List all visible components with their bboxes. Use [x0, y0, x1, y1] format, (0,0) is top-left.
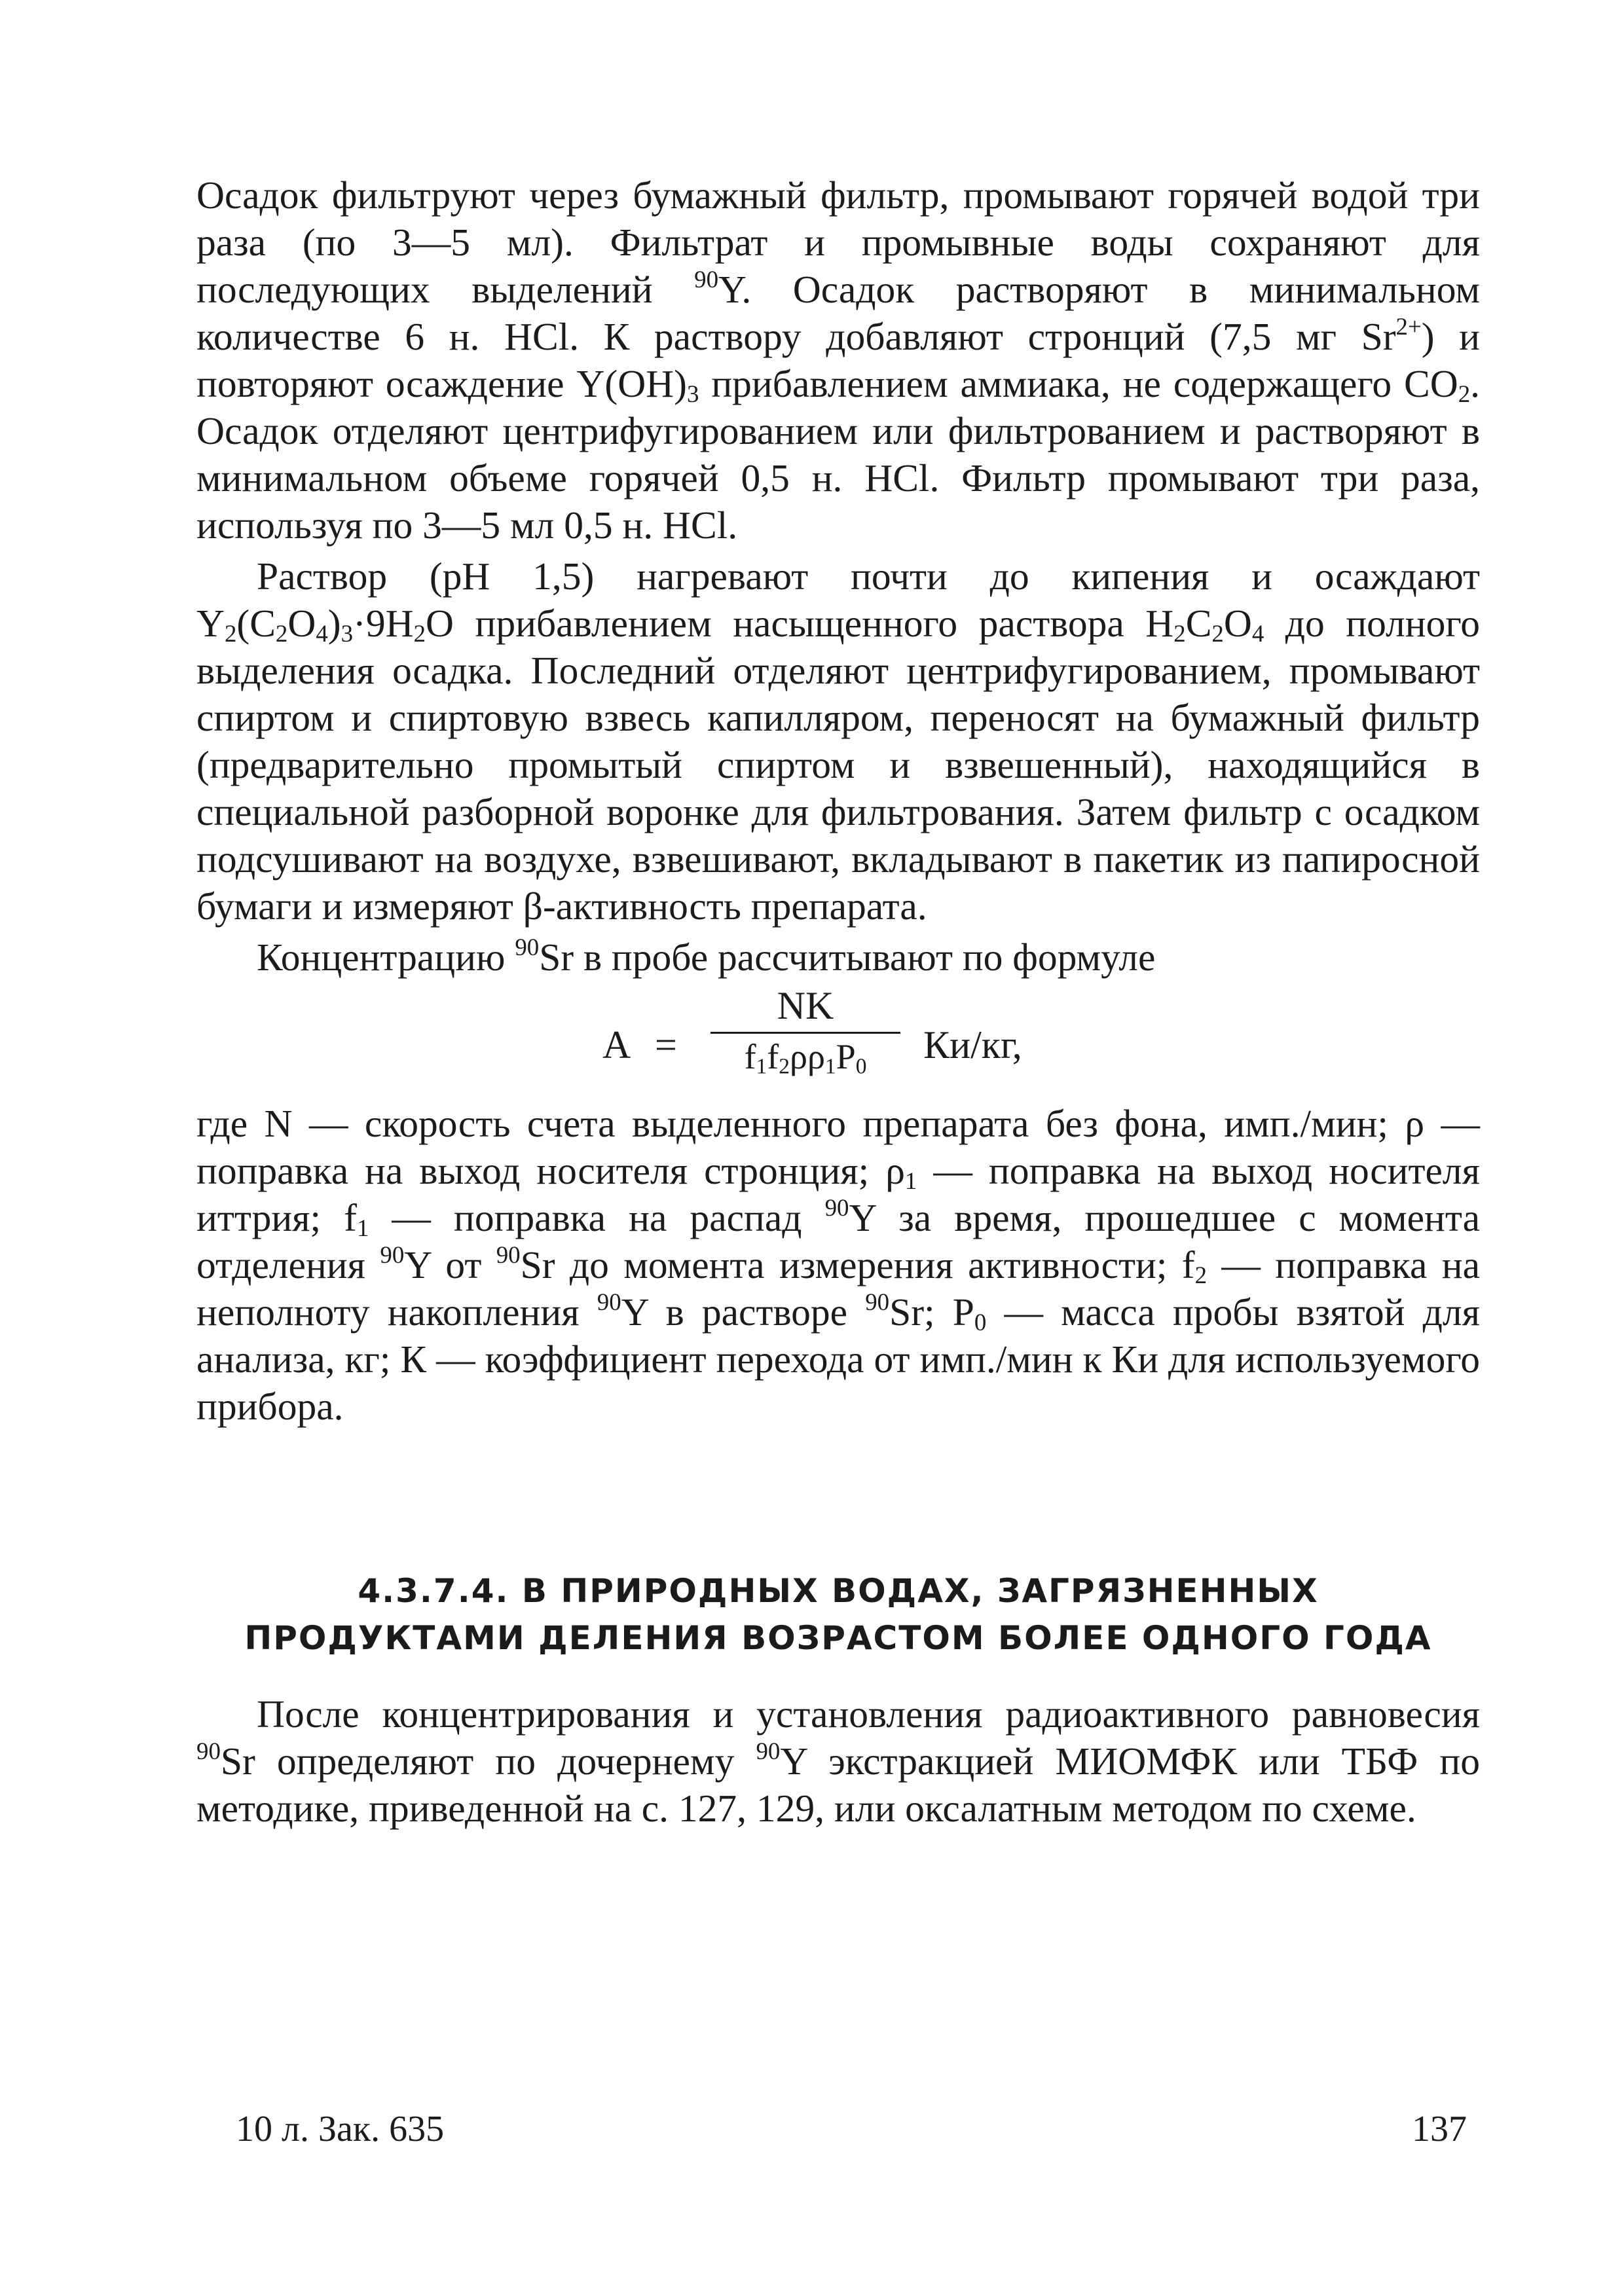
section-heading	[196, 1567, 1480, 1662]
text-run: После концентрирования и установления радиоактивного равновесия	[257, 1692, 1480, 1736]
formula-fraction	[710, 984, 900, 1079]
ion-charge: 2+	[1395, 313, 1422, 340]
text-run: ρρ	[790, 1037, 825, 1076]
subscript: 3	[341, 620, 354, 647]
text-run: до полного выделения осадка. Последний отделяют центрифугированием, промывают спиртом и спиртовую взвесь капилляром, переносят на бумажный фильтр (предварительно промытый спиртом и взвешенный), находящийся в специальной разборной воронке для фильтрования. Затем фильтр с осадком подсушивают на воздухе, взвешивают, вкладывают в пакетик из папиросной бумаги и измеряют β-активность препарата.	[196, 602, 1481, 928]
text-run: f	[767, 1037, 779, 1076]
text-run: ·9H	[353, 602, 414, 645]
subscript: 0	[974, 1309, 987, 1336]
subscript: 2	[1173, 620, 1186, 647]
text-run: . Осадок отделяют центрифугированием или фильтрованием и растворяют в минимальном объеме горячей 0,5 н. HCl. Фильтр промывают три раза, используя по 3—5 мл 0,5 н. HCl.	[196, 362, 1481, 547]
paragraph-precipitate-filtering	[196, 172, 1480, 549]
concentration-formula	[196, 986, 1480, 1084]
text-run: O прибавлением насыщенного раствора H	[426, 602, 1174, 645]
subscript: 2	[275, 620, 288, 647]
subscript: 1	[756, 1054, 767, 1079]
subscript: 1	[356, 1214, 369, 1242]
isotope-mass: 90	[515, 934, 540, 961]
isotope-mass: 90	[865, 1288, 890, 1316]
isotope-mass: 90	[496, 1241, 521, 1269]
text-column	[196, 172, 1480, 1832]
text-run: Y. Осадок растворяют в минимальном количестве 6 н. HCl. К раствору добавляют стронций (7,5 мг Sr	[196, 268, 1480, 358]
text-run: Sr до момента измерения активности; f	[520, 1243, 1195, 1286]
text-run: (C	[236, 602, 276, 645]
formula-numerator: NK	[777, 984, 834, 1027]
isotope-mass: 90	[756, 1738, 781, 1765]
text-run: ) и повторяют осаждение Y(OH)	[196, 315, 1480, 405]
paragraph-formula-intro	[196, 934, 1480, 981]
text-run: O	[287, 602, 316, 645]
subscript: 4	[316, 620, 328, 647]
text-run: Раствор (pH 1,5) нагревают почти до кипения и осаждают Y	[196, 555, 1480, 645]
paragraph-formula-legend	[196, 1100, 1480, 1430]
isotope-mass: 90	[196, 1738, 221, 1765]
text-run: Концентрацию	[257, 936, 515, 979]
subscript: 1	[904, 1167, 917, 1195]
formula-lhs: A	[602, 1023, 631, 1066]
subscript: 2	[1211, 620, 1224, 647]
subscript: 3	[686, 380, 699, 408]
print-signature: 10 л. Зак. 635	[236, 2109, 445, 2149]
page-number: 137	[1412, 2109, 1467, 2149]
text-run: где N — скорость счета выделенного препарата без фона, имп./мин; ρ — поправка на выход носителя стронция; ρ	[196, 1102, 1480, 1192]
text-run: прибавлением аммиака, не содержащего CO	[699, 362, 1458, 405]
text-run: Sr в пробе рассчитывают по формуле	[539, 936, 1156, 979]
text-run: — поправка на распад	[369, 1196, 825, 1239]
subscript: 4	[1251, 620, 1264, 647]
isotope-mass: 90	[824, 1194, 849, 1222]
formula-denominator	[710, 1034, 900, 1079]
subscript: 2	[779, 1054, 790, 1079]
text-run: )	[327, 602, 341, 645]
heading-line-2: ПРОДУКТАМИ ДЕЛЕНИЯ ВОЗРАСТОМ БОЛЕЕ ОДНОГО ГОДА	[244, 1619, 1432, 1657]
isotope-mass: 90	[597, 1288, 621, 1316]
subscript: 1	[824, 1054, 836, 1079]
formula-equals: =	[655, 1023, 677, 1066]
text-run: Y за время, прошедшее с момента отделения	[196, 1196, 1480, 1286]
paragraph-natural-waters	[196, 1690, 1480, 1832]
text-run: — поправка на выход носителя иттрия; f	[196, 1149, 1480, 1239]
text-run: O	[1223, 602, 1252, 645]
paragraph-oxalate-precipitation	[196, 553, 1480, 930]
text-run: Sr определяют по дочернему	[220, 1740, 756, 1783]
subscript: 2	[1458, 380, 1471, 408]
text-run: Y экстракцией МИОМФК или ТБФ по методике, приведенной на с. 127, 129, или оксалатным методом по схеме.	[196, 1740, 1480, 1830]
text-run: Y в растворе	[621, 1290, 866, 1334]
text-run: f	[744, 1037, 756, 1076]
text-run: Sr; P	[889, 1290, 974, 1334]
subscript: 0	[855, 1054, 867, 1079]
text-run: — поправка на неполноту накопления	[196, 1243, 1480, 1334]
text-run: C	[1185, 602, 1212, 645]
subscript: 2	[413, 620, 426, 647]
formula-unit: Ки/кг,	[923, 1023, 1022, 1066]
text-run: Осадок фильтруют через бумажный фильтр, промывают горячей водой три раза (по 3—5 мл). Фильтрат и промывные воды сохраняют для последующих выделений	[196, 173, 1480, 311]
text-run: — масса пробы взятой для анализа, кг; К — коэффициент перехода от имп./мин к Ки для используемого прибора.	[196, 1290, 1480, 1428]
text-run: P	[836, 1037, 856, 1076]
heading-line-1: 4.3.7.4. В ПРИРОДНЫХ ВОДАХ, ЗАГРЯЗНЕННЫХ	[358, 1572, 1319, 1610]
isotope-mass: 90	[694, 266, 719, 293]
isotope-mass: 90	[380, 1241, 405, 1269]
text-run: Y от	[404, 1243, 496, 1286]
subscript: 2	[1194, 1262, 1208, 1289]
subscript: 2	[224, 620, 237, 647]
